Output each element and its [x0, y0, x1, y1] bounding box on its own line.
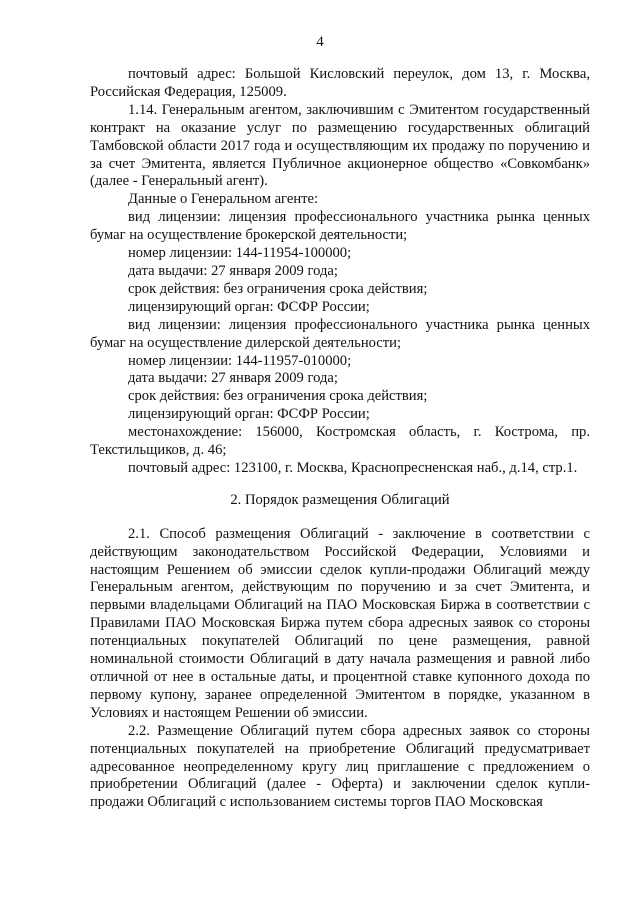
agent-data-title: Данные о Генеральном агенте: — [128, 191, 319, 208]
license1-date: дата выдачи: 27 января 2009 года; — [128, 262, 338, 279]
license1-authority: лицензирующий орган: ФСФР России; — [128, 298, 370, 315]
section-heading: 2. Порядок размещения Облигаций — [230, 491, 450, 508]
license2-authority: лицензирующий орган: ФСФР России; — [128, 406, 370, 423]
agent-postal-address: почтовый адрес: 123100, г. Москва, Краснопресненская наб., д.14, стр.1. — [128, 459, 578, 476]
license2-type: вид лицензии: лицензия профессионального участника рынка ценных бумаг на осуществление дилерской деятельности; — [90, 316, 590, 351]
license2-number: номер лицензии: 144-11957-010000; — [128, 352, 352, 369]
agent-location: местонахождение: 156000, Костромская область, г. Кострома, пр. Текстильщиков, д. 46; — [90, 424, 590, 459]
license2-date: дата выдачи: 27 января 2009 года; — [128, 370, 338, 387]
license2-term: срок действия: без ограничения срока действия; — [128, 388, 428, 405]
license1-term: срок действия: без ограничения срока действия; — [128, 280, 428, 297]
placement-method-paragraph: 2.1. Способ размещения Облигаций - заключение в соответствии с действующим законодательством Российской Федерации, Условиями и настоящим Решением об эмиссии сделок купли-продажи Облигаций между Генеральным агентом, действующим по поручению и за счет Эмитента, и первыми владельцами Облигаций на ПАО Московская Биржа в соответствии с Правилами ПАО Московская Биржа путем сбора адресных заявок со стороны потенциальных покупателей Облигаций по цене размещения, равной номинальной стоимости Облигаций в дату начала размещения и равной либо отличной от нее в остальные даты, и процентной ставке купонного дохода по первому купону, заранее определенной Эмитентом в порядке, указанном в Условиях и настоящем Решении об эмиссии. — [90, 525, 590, 721]
page-number: 4 — [316, 34, 324, 50]
placement-orders-paragraph: 2.2. Размещение Облигаций путем сбора адресных заявок со стороны потенциальных покупателей на приобретение Облигаций предусматривает адресованное неопределенному кругу лиц приглашение с предложением о приобретении Облигаций (далее - Оферта) и заключении сделок купли-продажи Облигаций с использованием системы торгов ПАО Московская — [90, 722, 590, 811]
license1-number: номер лицензии: 144-11954-100000; — [128, 245, 352, 262]
postal-address-paragraph: почтовый адрес: Большой Кисловский переулок, дом 13, г. Москва, Российская Федерация, 125009. — [90, 66, 590, 100]
document-body — [90, 66, 590, 812]
license1-type: вид лицензии: лицензия профессионального участника рынка ценных бумаг на осуществление брокерской деятельности; — [90, 209, 590, 244]
general-agent-paragraph: 1.14. Генеральным агентом, заключившим с Эмитентом государственный контракт на оказание услуг по размещению государственных облигаций Тамбовской области 2017 года и осуществляющим их продажу по поручению и за счет Эмитента, является Публичное акционерное общество «Совкомбанк» (далее - Генеральный агент). — [90, 101, 590, 190]
